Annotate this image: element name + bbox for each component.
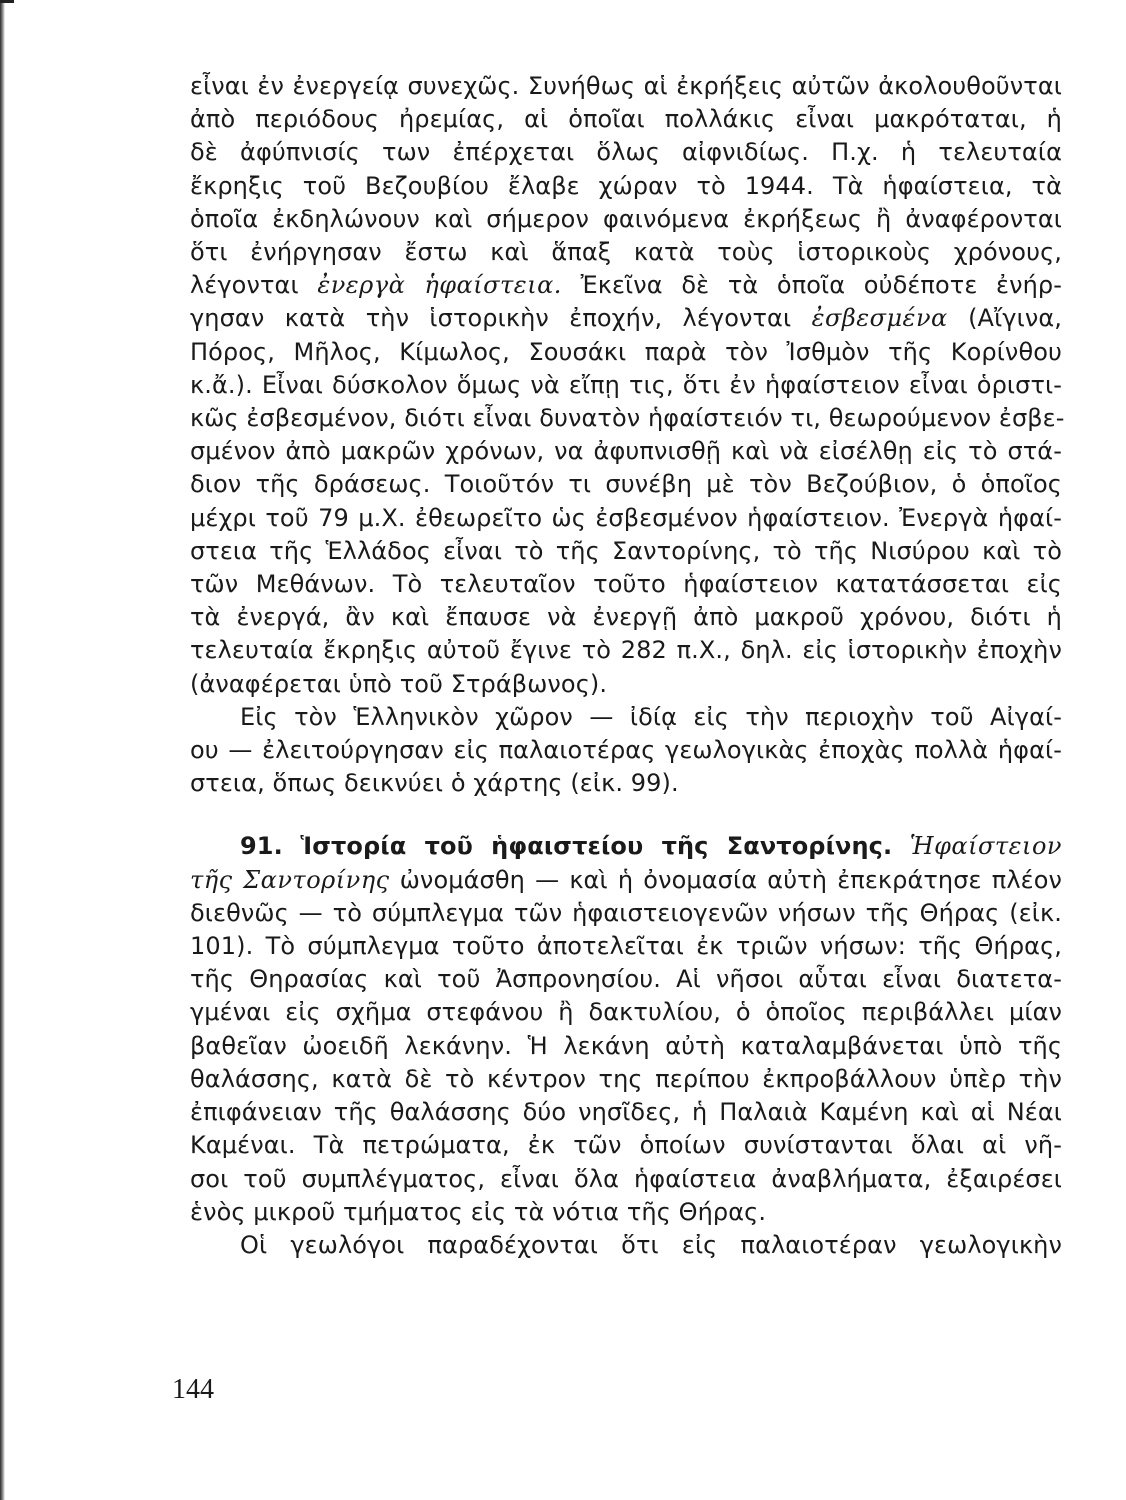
text-span: λέγονται	[190, 271, 299, 300]
text-line: ἔκρηξις τοῦ Βεζουβίου ἔλαβε χώραν τὸ 1944. Τὰ ἡφαίστεια, τὰ	[190, 171, 1062, 200]
text-line: τελευταία ἔκρηξις αὐτοῦ ἔγινε τὸ 282 π.Χ., δηλ. εἰς ἱστορικὴν ἐποχὴν	[190, 636, 1062, 665]
text-line: ὅτι ἐνήργησαν ἔστω καὶ ἅπαξ κατὰ τοὺς ἱστορικοὺς χρόνους,	[190, 238, 1062, 267]
text-span: ὠνομάσθη — καὶ ἡ ὀνομασία αὐτὴ ἐπεκράτησε πλέον	[399, 865, 1062, 894]
page-number: 144	[172, 1374, 214, 1405]
text-line: (ἀναφέρεται ὑπὸ τοῦ Στράβωνος).	[190, 669, 608, 698]
term-santorini: τῆς Σαντορίνης	[190, 865, 390, 894]
text-line: δὲ ἀφύπνισίς των ἐπέρχεται ὅλως αἰφνιδίως. Π.χ. ἡ τελευταία	[190, 138, 1062, 167]
text-line: στεια, ὅπως δεικνύει ὁ χάρτης (εἰκ. 99).	[190, 769, 679, 798]
term-extinct: ἐσβεσμένα	[811, 304, 948, 333]
text-line: Πόρος, Μῆλος, Κίμωλος, Σουσάκι παρὰ τὸν Ἰσθμὸν τῆς Κορίνθου	[190, 337, 1062, 366]
text-line: ἀπὸ περιόδους ἠρεμίας, αἱ ὁποῖαι πολλάκις εἶναι μακρόταται, ἡ	[190, 105, 1062, 134]
text-line: ἑνὸς μικροῦ τμήματος εἰς τὰ νότια τῆς Θήρας.	[190, 1197, 767, 1226]
text-line: εἶναι ἐν ἐνεργείᾳ συνεχῶς. Συνήθως αἱ ἐκρήξεις αὐτῶν ἀκολουθοῦνται	[190, 72, 1062, 100]
scan-edge-shadow	[0, 0, 5, 1500]
text-line: βαθεῖαν ὠοειδῆ λεκάνην. Ἡ λεκάνη αὐτὴ καταλαμβάνεται ὑπὸ τῆς	[190, 1031, 1062, 1060]
text-line	[190, 302, 1062, 335]
section-title: Ἱστορία τοῦ ἡφαιστείου τῆς Σαντορίνης.	[300, 832, 893, 861]
page-body	[190, 70, 1065, 1262]
text-line: στεια τῆς Ἑλλάδος εἶναι τὸ τῆς Σαντορίνης, τὸ τῆς Νισύρου καὶ τὸ	[190, 536, 1062, 565]
section-gap	[190, 800, 1062, 830]
term-active-volcanoes: ἐνεργὰ ἡφαίστεια.	[317, 271, 562, 300]
text-line: κῶς ἐσβεσμένον, διότι εἶναι δυνατὸν ἡφαίστειόν τι, θεωρούμενον ἐσβε-	[190, 404, 1065, 433]
text-line: τὰ ἐνεργά, ἂν καὶ ἔπαυσε νὰ ἐνεργῇ ἀπὸ μακροῦ χρόνου, διότι ἡ	[190, 603, 1062, 632]
text-line	[190, 269, 1062, 302]
text-line: θαλάσσης, κατὰ δὲ τὸ κέντρον της περίπου ἐκπροβάλλουν ὑπὲρ τὴν	[190, 1064, 1062, 1093]
text-line: σοι τοῦ συμπλέγματος, εἶναι ὅλα ἡφαίστεια ἀναβλήματα, ἐξαιρέσει	[190, 1164, 1062, 1193]
text-line: διεθνῶς — τὸ σύμπλεγμα τῶν ἡφαιστειογενῶν νήσων τῆς Θήρας (εἰκ.	[190, 898, 1062, 927]
section-heading	[190, 830, 1062, 863]
text-line: μέχρι τοῦ 79 μ.Χ. ἐθεωρεῖτο ὡς ἐσβεσμένον ἡφαίστειον. Ἐνεργὰ ἡφαί-	[190, 503, 1062, 532]
scan-corner-mark	[0, 0, 14, 3]
text-line: ἐπιφάνειαν τῆς θαλάσσης δύο νησῖδες, ἡ Παλαιὰ Καμένη καὶ αἱ Νέαι	[190, 1098, 1062, 1127]
text-line: Καμέναι. Τὰ πετρώματα, ἐκ τῶν ὁποίων συνίστανται ὅλαι αἱ νῆ-	[190, 1131, 1062, 1160]
text-line: ου — ἐλειτούργησαν εἰς παλαιοτέρας γεωλογικὰς ἐποχὰς πολλὰ ἡφαί-	[190, 736, 1062, 765]
text-line: Εἰς τὸν Ἑλληνικὸν χῶρον — ἰδίᾳ εἰς τὴν περιοχὴν τοῦ Αἰγαί-	[240, 702, 1062, 731]
text-line: τῆς Θηρασίας καὶ τοῦ Ἀσπρονησίου. Αἱ νῆσοι αὗται εἶναι διατετα-	[190, 965, 1062, 994]
text-span: Ἐκεῖνα δὲ τὰ ὁποῖα οὐδέποτε ἐνήρ-	[580, 271, 1063, 300]
text-line: τῶν Μεθάνων. Τὸ τελευταῖον τοῦτο ἡφαίστειον κατατάσσεται εἰς	[190, 570, 1062, 599]
text-line: σμένον ἀπὸ μακρῶν χρόνων, να ἀφυπνισθῇ καὶ νὰ εἰσέλθῃ εἰς τὸ στά-	[190, 437, 1062, 466]
section-number: 91.	[240, 832, 283, 861]
text-line: ὁποῖα ἐκδηλώνουν καὶ σήμερον φαινόμενα ἐκρήξεως ἢ ἀναφέρονται	[190, 204, 1062, 233]
term-volcano: Ἡφαίστειον	[909, 832, 1062, 861]
text-line	[190, 864, 1062, 897]
text-line: κ.ἄ.). Εἶναι δύσκολον ὅμως νὰ εἴπῃ τις, ὅτι ἐν ἡφαίστειον εἶναι ὁριστι-	[190, 370, 1062, 399]
text-line: Οἱ γεωλόγοι παραδέχονται ὅτι εἰς παλαιοτέραν γεωλογικὴν	[240, 1230, 1062, 1259]
text-line: διον τῆς δράσεως. Τοιοῦτόν τι συνέβη μὲ τὸν Βεζούβιον, ὁ ὁποῖος	[190, 470, 1062, 499]
text-span: γησαν κατὰ τὴν ἱστορικὴν ἐποχήν, λέγονται	[190, 304, 792, 333]
text-line: 101). Τὸ σύμπλεγμα τοῦτο ἀποτελεῖται ἐκ τριῶν νήσων: τῆς Θήρας,	[190, 932, 1062, 961]
text-line: γμέναι εἰς σχῆμα στεφάνου ἢ δακτυλίου, ὁ ὁποῖος περιβάλλει μίαν	[190, 998, 1062, 1027]
text-span: (Αἴγινα,	[968, 304, 1062, 333]
